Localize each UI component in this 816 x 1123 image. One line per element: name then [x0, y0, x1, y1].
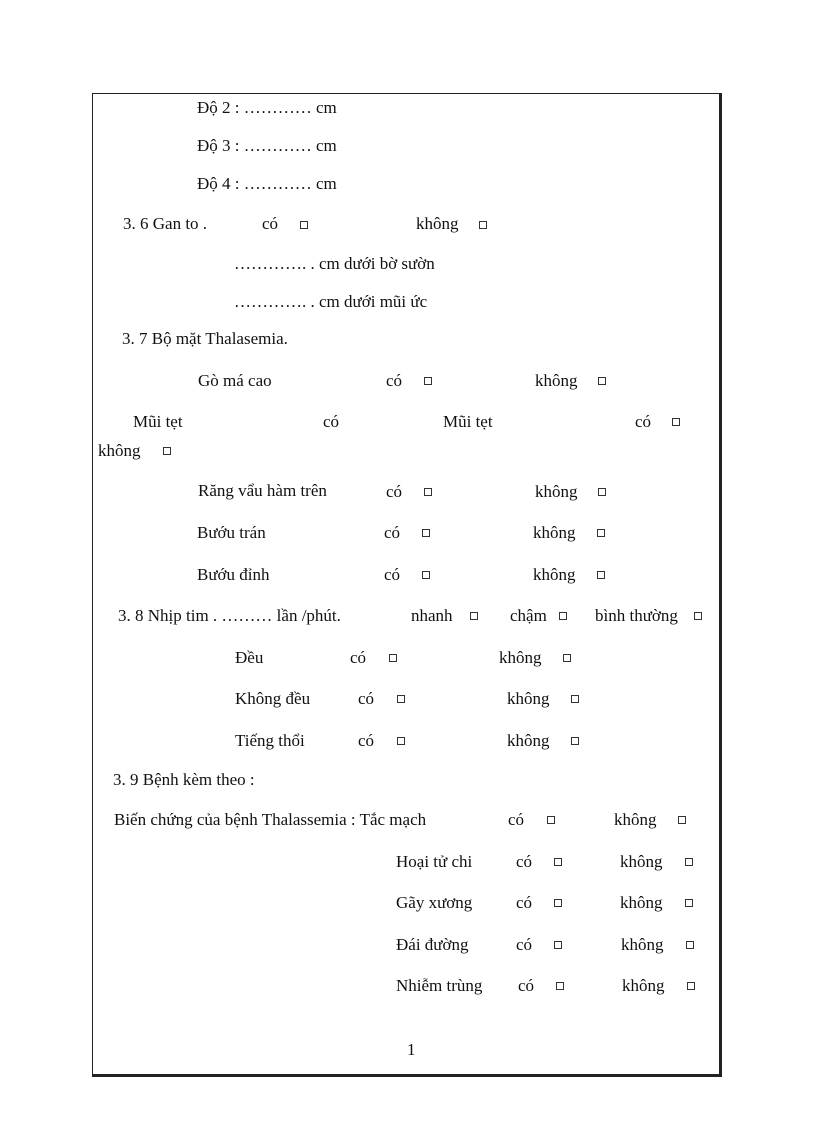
no-checkbox[interactable]: [687, 982, 695, 990]
no-label: không: [622, 976, 665, 995]
yes-checkbox[interactable]: [397, 695, 405, 703]
yes-label: có: [386, 482, 403, 501]
no-checkbox[interactable]: [685, 899, 693, 907]
no-label: không: [507, 731, 550, 750]
item-label: Nhiễm trùng: [396, 976, 483, 995]
no-label: không: [535, 371, 578, 390]
yes-label: có: [323, 412, 340, 431]
degree-line: Độ 3 : ………… cm: [197, 136, 337, 155]
no-checkbox[interactable]: [598, 488, 606, 496]
yes-label: có: [516, 893, 533, 912]
item-label: Gãy xương: [396, 893, 473, 912]
yes-label: có: [350, 648, 367, 667]
yes-label: có: [358, 689, 375, 708]
no-label: không: [533, 565, 576, 584]
section-3-9-title: 3. 9 Bệnh kèm theo :: [113, 770, 255, 789]
item-label: Đái đường: [396, 935, 469, 954]
no-checkbox[interactable]: [598, 377, 606, 385]
fast-label: nhanh: [411, 606, 453, 625]
no-label: không: [535, 482, 578, 501]
yes-checkbox[interactable]: [554, 858, 562, 866]
no-checkbox[interactable]: [686, 941, 694, 949]
yes-checkbox[interactable]: [672, 418, 680, 426]
yes-label: có: [386, 371, 403, 390]
no-label: không: [620, 852, 663, 871]
no-label: không: [621, 935, 664, 954]
no-label: không: [98, 441, 141, 460]
no-label: không: [614, 810, 657, 829]
normal-checkbox[interactable]: [694, 612, 702, 620]
degree-line: Độ 4 : ………… cm: [197, 174, 337, 193]
yes-label: có: [358, 731, 375, 750]
degree-line: Độ 2 : ………… cm: [197, 98, 337, 117]
no-checkbox[interactable]: [571, 695, 579, 703]
no-checkbox[interactable]: [678, 816, 686, 824]
page-number: 1: [407, 1040, 416, 1059]
yes-checkbox[interactable]: [397, 737, 405, 745]
yes-label: có: [384, 565, 401, 584]
yes-checkbox[interactable]: [554, 899, 562, 907]
item-label: Mũi tẹt: [443, 412, 493, 431]
yes-checkbox[interactable]: [547, 816, 555, 824]
yes-checkbox[interactable]: [424, 377, 432, 385]
fast-checkbox[interactable]: [470, 612, 478, 620]
yes-checkbox[interactable]: [389, 654, 397, 662]
no-label: không: [533, 523, 576, 542]
yes-label: có: [262, 214, 279, 233]
yes-checkbox[interactable]: [422, 571, 430, 579]
item-label: Răng vẩu hàm trên: [198, 481, 327, 500]
no-checkbox[interactable]: [685, 858, 693, 866]
yes-label: có: [384, 523, 401, 542]
yes-label: có: [635, 412, 652, 431]
yes-label: có: [518, 976, 535, 995]
no-checkbox[interactable]: [571, 737, 579, 745]
no-label: không: [507, 689, 550, 708]
no-label: không: [416, 214, 459, 233]
item-label: Bướu đỉnh: [197, 565, 270, 584]
yes-checkbox[interactable]: [554, 941, 562, 949]
item-label: Mũi tẹt: [133, 412, 183, 431]
item-label: Tiếng thổi: [235, 731, 305, 750]
no-checkbox[interactable]: [597, 529, 605, 537]
no-checkbox[interactable]: [597, 571, 605, 579]
item-label: Không đều: [235, 689, 311, 708]
complication-label: Biến chứng của bệnh Thalassemia : Tắc mạch: [114, 810, 427, 829]
item-label: Hoại tử chi: [396, 852, 473, 871]
yes-checkbox[interactable]: [422, 529, 430, 537]
item-label: Đều: [235, 648, 264, 667]
no-checkbox[interactable]: [479, 221, 487, 229]
yes-label: có: [508, 810, 525, 829]
slow-checkbox[interactable]: [559, 612, 567, 620]
normal-label: bình thường: [595, 606, 678, 625]
item-label: Gò má cao: [198, 371, 272, 390]
yes-label: có: [516, 935, 533, 954]
section-3-7-title: 3. 7 Bộ mặt Thalasemia.: [122, 329, 288, 348]
no-label: không: [499, 648, 542, 667]
liver-size-costal: …………. . cm dưới bờ sườn: [234, 254, 435, 273]
item-label: Bướu trán: [197, 523, 266, 542]
no-label: không: [620, 893, 663, 912]
yes-checkbox[interactable]: [556, 982, 564, 990]
yes-checkbox[interactable]: [300, 221, 308, 229]
page-frame: [92, 93, 722, 1077]
section-3-6-title: 3. 6 Gan to .: [123, 214, 208, 233]
yes-label: có: [516, 852, 533, 871]
slow-label: chậm: [510, 606, 547, 625]
no-checkbox[interactable]: [163, 447, 171, 455]
yes-checkbox[interactable]: [424, 488, 432, 496]
section-3-8-title: 3. 8 Nhịp tim . ……… lần /phút.: [118, 606, 341, 625]
liver-size-xiphoid: …………. . cm dưới mũi ức: [234, 292, 428, 311]
no-checkbox[interactable]: [563, 654, 571, 662]
